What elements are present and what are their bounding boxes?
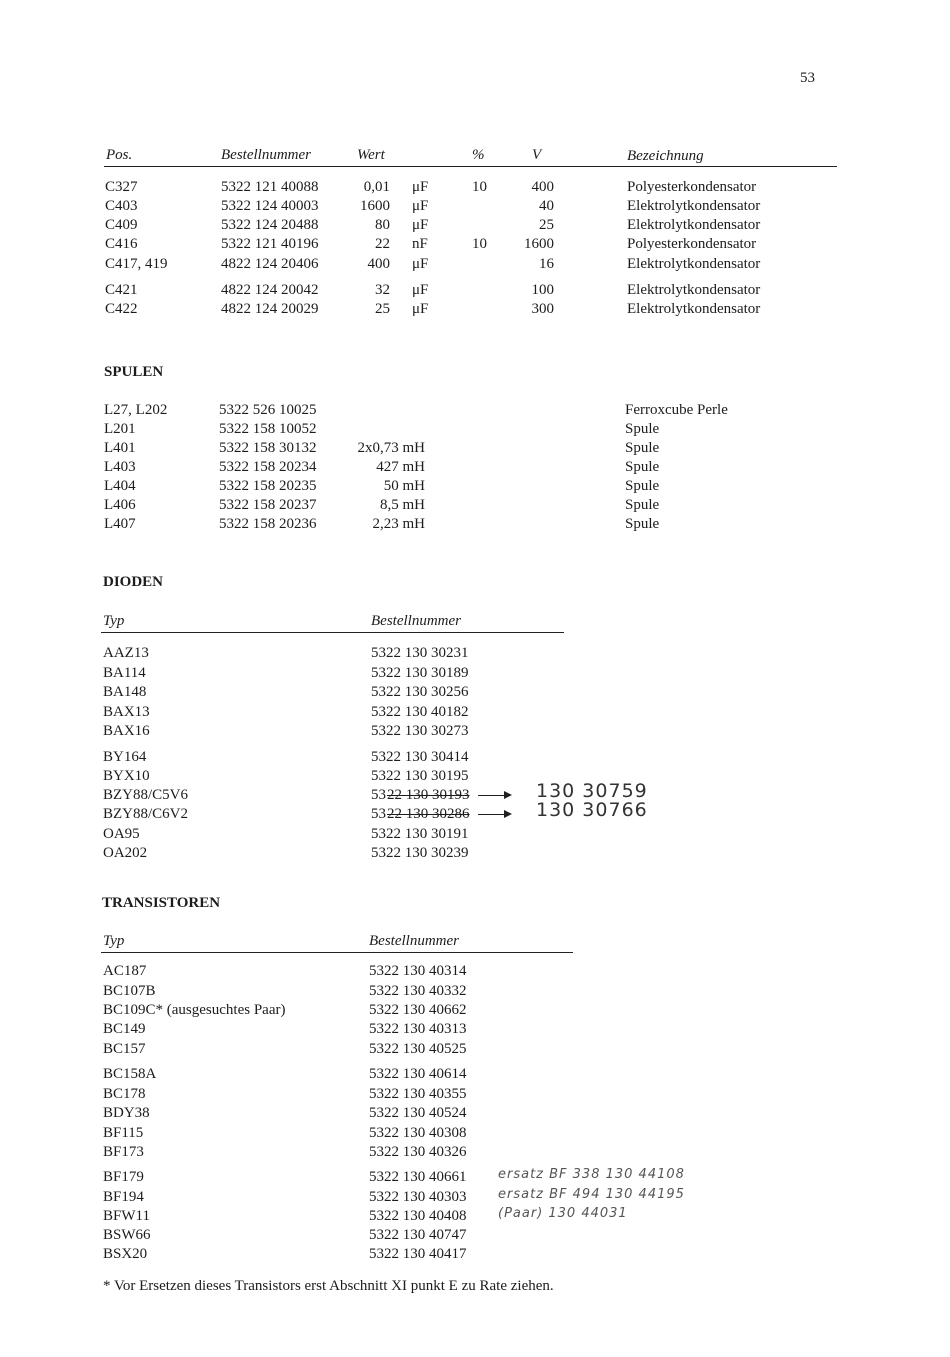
cap-pos: C416 bbox=[105, 236, 138, 252]
diode-typ: BA114 bbox=[103, 665, 146, 681]
spule-pos: L406 bbox=[104, 497, 136, 513]
cap-pos: C403 bbox=[105, 198, 138, 214]
cap-unit: μF bbox=[412, 179, 429, 195]
cap-percent: 10 bbox=[472, 179, 487, 195]
transistoren-header-typ: Typ bbox=[103, 933, 125, 949]
spule-bestellnummer: 5322 158 20236 bbox=[219, 516, 317, 532]
spule-bestellnummer: 5322 526 10025 bbox=[219, 402, 317, 418]
spule-pos: L407 bbox=[104, 516, 136, 532]
dioden-header-rule bbox=[101, 632, 564, 633]
transistor-bestellnummer: 5322 130 40614 bbox=[369, 1066, 467, 1082]
transistor-bestellnummer: 5322 130 40747 bbox=[369, 1227, 467, 1243]
diode-bestellnummer: 5322 130 30191 bbox=[371, 826, 469, 842]
cap-unit: μF bbox=[412, 301, 429, 317]
spule-bezeichnung: Spule bbox=[625, 421, 660, 437]
section-title-transistoren: TRANSISTOREN bbox=[102, 895, 221, 911]
dioden-header-bestellnummer: Bestellnummer bbox=[371, 613, 461, 629]
transistor-typ: BC149 bbox=[103, 1021, 146, 1037]
header-bestellnummer: Bestellnummer bbox=[221, 147, 311, 163]
cap-wert: 0,01 bbox=[363, 179, 390, 195]
transistor-typ: BC107B bbox=[103, 983, 156, 999]
diode-typ: BZY88/C6V2 bbox=[103, 806, 189, 822]
diode-typ: BZY88/C5V6 bbox=[103, 787, 189, 803]
transistor-bestellnummer: 5322 130 40408 bbox=[369, 1208, 467, 1224]
cap-pos: C327 bbox=[105, 179, 138, 195]
spule-pos: L201 bbox=[104, 421, 136, 437]
cap-bezeichnung: Polyesterkondensator bbox=[627, 179, 757, 195]
footnote: * Vor Ersetzen dieses Transistors erst Abschnitt XI punkt E zu Rate ziehen. bbox=[103, 1278, 554, 1294]
diode-bestellnummer: 5322 130 30195 bbox=[371, 768, 469, 784]
cap-bezeichnung: Elektrolytkondensator bbox=[627, 282, 761, 298]
header-volt: V bbox=[532, 147, 542, 163]
cap-pos: C409 bbox=[105, 217, 138, 233]
section-title-dioden: DIODEN bbox=[103, 574, 164, 590]
diode-bestellnummer: 5322 130 40182 bbox=[371, 704, 469, 720]
transistor-typ: BF194 bbox=[103, 1189, 144, 1205]
diode-bestellnummer: 5322 130 30239 bbox=[371, 845, 469, 861]
transistor-bestellnummer: 5322 130 40314 bbox=[369, 963, 467, 979]
transistor-bestellnummer: 5322 130 40524 bbox=[369, 1105, 467, 1121]
cap-bezeichnung: Elektrolytkondensator bbox=[627, 301, 761, 317]
cap-wert: 1600 bbox=[360, 198, 390, 214]
cap-bestellnummer: 5322 124 20488 bbox=[221, 217, 319, 233]
page-number: 53 bbox=[800, 70, 815, 86]
transistor-bestellnummer: 5322 130 40525 bbox=[369, 1041, 467, 1057]
header-rule bbox=[104, 166, 837, 167]
transistor-typ: AC187 bbox=[103, 963, 147, 979]
spule-pos: L27, L202 bbox=[104, 402, 168, 418]
dioden-header-typ: Typ bbox=[103, 613, 125, 629]
transistor-bestellnummer: 5322 130 40661 bbox=[369, 1169, 467, 1185]
transistor-bestellnummer: 5322 130 40326 bbox=[369, 1144, 467, 1160]
diode-bestellnummer-prefix: 53 bbox=[371, 806, 386, 822]
diode-bestellnummer-struck: 22 130 30286 bbox=[387, 806, 470, 822]
cap-bezeichnung: Polyesterkondensator bbox=[627, 236, 757, 252]
diode-bestellnummer-struck: 22 130 30193 bbox=[387, 787, 470, 803]
cap-wert: 32 bbox=[375, 282, 390, 298]
spule-bezeichnung: Spule bbox=[625, 497, 660, 513]
cap-bezeichnung: Elektrolytkondensator bbox=[627, 198, 761, 214]
spule-pos: L401 bbox=[104, 440, 136, 456]
spule-bestellnummer: 5322 158 20234 bbox=[219, 459, 317, 475]
transistor-handwritten-note: ersatz BF 338 130 44108 bbox=[498, 1167, 685, 1182]
diode-handwritten-note: 130 30759 bbox=[536, 780, 648, 802]
transistor-typ: BC109C* (ausgesuchtes Paar) bbox=[103, 1002, 286, 1018]
cap-volt: 100 bbox=[531, 282, 554, 298]
spule-wert: 50 mH bbox=[383, 478, 425, 494]
cap-unit: μF bbox=[412, 256, 429, 272]
spule-bezeichnung: Spule bbox=[625, 516, 660, 532]
header-bezeichnung: Bezeichnung bbox=[627, 148, 704, 164]
cap-pos: C422 bbox=[105, 301, 138, 317]
transistor-typ: BSX20 bbox=[103, 1246, 148, 1262]
transistor-typ: BF115 bbox=[103, 1125, 144, 1141]
cap-volt: 300 bbox=[531, 301, 554, 317]
cap-pos: C421 bbox=[105, 282, 138, 298]
cap-wert: 22 bbox=[375, 236, 390, 252]
cap-bestellnummer: 5322 121 40196 bbox=[221, 236, 319, 252]
header-wert: Wert bbox=[357, 147, 385, 163]
transistor-typ: BF173 bbox=[103, 1144, 144, 1160]
diode-typ: OA202 bbox=[103, 845, 148, 861]
spule-bestellnummer: 5322 158 30132 bbox=[219, 440, 317, 456]
transistor-typ: BF179 bbox=[103, 1169, 144, 1185]
cap-wert: 25 bbox=[375, 301, 390, 317]
cap-wert: 400 bbox=[367, 256, 390, 272]
diode-typ: BY164 bbox=[103, 749, 147, 765]
diode-typ: AAZ13 bbox=[103, 645, 149, 661]
transistoren-header-rule bbox=[101, 952, 573, 953]
transistor-typ: BC158A bbox=[103, 1066, 157, 1082]
cap-volt: 25 bbox=[539, 217, 554, 233]
transistor-typ: BC157 bbox=[103, 1041, 146, 1057]
diode-typ: BYX10 bbox=[103, 768, 150, 784]
transistor-typ: BFW11 bbox=[103, 1208, 150, 1224]
transistor-typ: BC178 bbox=[103, 1086, 146, 1102]
transistor-bestellnummer: 5322 130 40417 bbox=[369, 1246, 467, 1262]
cap-pos: C417, 419 bbox=[105, 256, 168, 272]
cap-bestellnummer: 5322 124 40003 bbox=[221, 198, 319, 214]
cap-bestellnummer: 5322 121 40088 bbox=[221, 179, 319, 195]
spule-bestellnummer: 5322 158 20237 bbox=[219, 497, 317, 513]
diode-bestellnummer-prefix: 53 bbox=[371, 787, 386, 803]
cap-wert: 80 bbox=[375, 217, 390, 233]
arrow-icon bbox=[478, 795, 510, 796]
spule-bestellnummer: 5322 158 10052 bbox=[219, 421, 317, 437]
transistoren-header-bestellnummer: Bestellnummer bbox=[369, 933, 459, 949]
spule-bezeichnung: Spule bbox=[625, 478, 660, 494]
cap-bestellnummer: 4822 124 20029 bbox=[221, 301, 319, 317]
transistor-handwritten-note: (Paar) 130 44031 bbox=[498, 1206, 628, 1221]
transistor-handwritten-note: ersatz BF 494 130 44195 bbox=[498, 1187, 685, 1202]
cap-unit: nF bbox=[412, 236, 428, 252]
cap-unit: μF bbox=[412, 198, 429, 214]
spule-wert: 2x0,73 mH bbox=[357, 440, 425, 456]
spule-bezeichnung: Spule bbox=[625, 459, 660, 475]
diode-handwritten-note: 130 30766 bbox=[536, 799, 648, 821]
transistor-bestellnummer: 5322 130 40313 bbox=[369, 1021, 467, 1037]
diode-bestellnummer: 5322 130 30256 bbox=[371, 684, 469, 700]
spule-bestellnummer: 5322 158 20235 bbox=[219, 478, 317, 494]
cap-volt: 1600 bbox=[524, 236, 554, 252]
cap-percent: 10 bbox=[472, 236, 487, 252]
cap-bezeichnung: Elektrolytkondensator bbox=[627, 217, 761, 233]
cap-unit: μF bbox=[412, 282, 429, 298]
cap-volt: 16 bbox=[539, 256, 554, 272]
spule-wert: 427 mH bbox=[376, 459, 425, 475]
transistor-bestellnummer: 5322 130 40303 bbox=[369, 1189, 467, 1205]
transistor-bestellnummer: 5322 130 40308 bbox=[369, 1125, 467, 1141]
header-percent: % bbox=[472, 147, 485, 163]
arrow-icon bbox=[478, 814, 510, 815]
spule-wert: 2,23 mH bbox=[372, 516, 425, 532]
diode-typ: BAX13 bbox=[103, 704, 150, 720]
transistor-typ: BSW66 bbox=[103, 1227, 151, 1243]
diode-bestellnummer: 5322 130 30414 bbox=[371, 749, 469, 765]
spule-bezeichnung: Spule bbox=[625, 440, 660, 456]
cap-bestellnummer: 4822 124 20406 bbox=[221, 256, 319, 272]
cap-volt: 40 bbox=[539, 198, 554, 214]
transistor-bestellnummer: 5322 130 40355 bbox=[369, 1086, 467, 1102]
diode-typ: BA148 bbox=[103, 684, 147, 700]
diode-typ: BAX16 bbox=[103, 723, 150, 739]
transistor-bestellnummer: 5322 130 40332 bbox=[369, 983, 467, 999]
transistor-bestellnummer: 5322 130 40662 bbox=[369, 1002, 467, 1018]
spule-pos: L403 bbox=[104, 459, 136, 475]
header-pos: Pos. bbox=[106, 147, 133, 163]
cap-unit: μF bbox=[412, 217, 429, 233]
spule-wert: 8,5 mH bbox=[380, 497, 425, 513]
spule-bezeichnung: Ferroxcube Perle bbox=[625, 402, 728, 418]
section-title-spulen: SPULEN bbox=[104, 364, 164, 380]
diode-bestellnummer: 5322 130 30231 bbox=[371, 645, 469, 661]
transistor-typ: BDY38 bbox=[103, 1105, 150, 1121]
diode-typ: OA95 bbox=[103, 826, 140, 842]
cap-bestellnummer: 4822 124 20042 bbox=[221, 282, 319, 298]
diode-bestellnummer: 5322 130 30189 bbox=[371, 665, 469, 681]
diode-bestellnummer: 5322 130 30273 bbox=[371, 723, 469, 739]
spule-pos: L404 bbox=[104, 478, 136, 494]
cap-volt: 400 bbox=[531, 179, 554, 195]
cap-bezeichnung: Elektrolytkondensator bbox=[627, 256, 761, 272]
